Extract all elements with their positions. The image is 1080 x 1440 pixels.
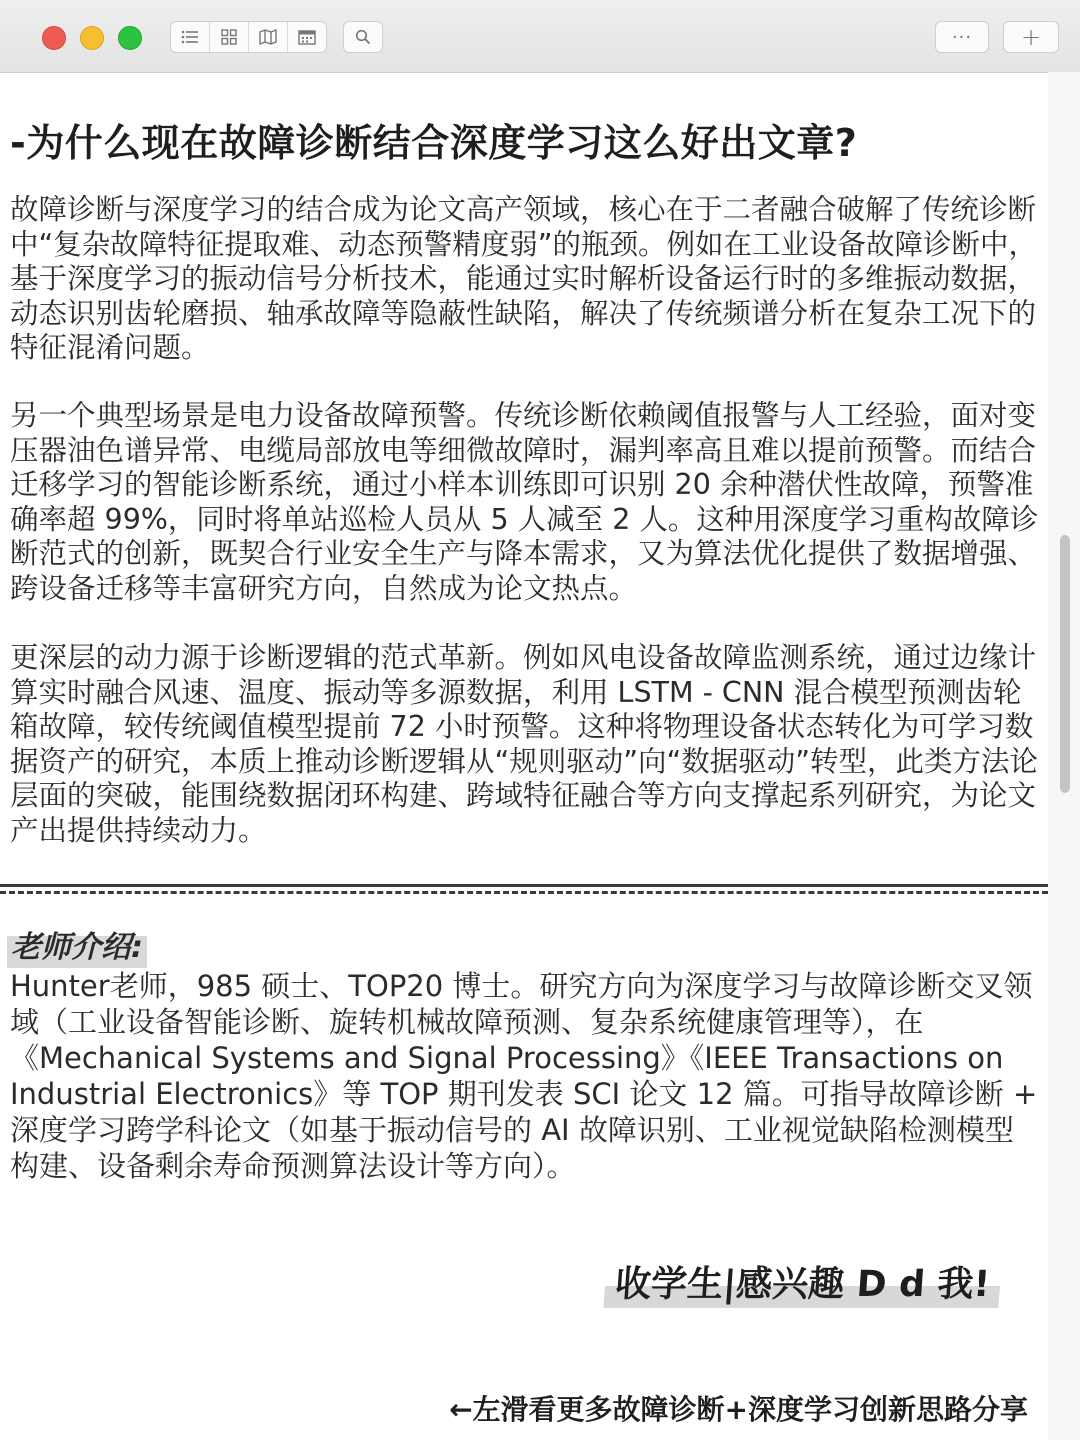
grid-icon [221, 29, 237, 45]
divider-solid-line [0, 884, 1048, 887]
minimize-window-button[interactable] [80, 26, 104, 50]
paragraph-1: 故障诊断与深度学习的结合成为论文高产领域，核心在于二者融合破解了传统诊断中“复杂故障特征提取难、动态预警精度弱”的瓶颈。例如在工业设备故障诊断中，基于深度学习的振动信号分析技术，能通过实时解析设备运行时的多维振动数据，动态识别齿轮磨损、轴承故障等隐蔽性缺陷，解决了传统频谱分析在复杂工况下的特征混淆问题。 [10, 193, 1038, 364]
section-divider [0, 884, 1048, 894]
more-options-button[interactable]: ··· [935, 21, 989, 53]
title-bar [0, 0, 1080, 73]
calendar-view-button[interactable] [288, 22, 326, 52]
teacher-intro-heading: 老师介绍: [7, 928, 147, 968]
grid-view-button[interactable] [210, 22, 249, 52]
swipe-hint: ←左滑看更多故障诊断+深度学习创新思路分享 [449, 1393, 1028, 1426]
calendar-icon [298, 29, 316, 45]
paragraph-3: 更深层的动力源于诊断逻辑的范式革新。例如风电设备故障监测系统，通过边缘计算实时融合风速、温度、振动等多源数据，利用 LSTM - CNN 混合模型预测齿轮箱故障，较传统阈值模型提前 72 小时预警。这种将物理设备状态转化为可学习数据资产的研究，本质上推动诊断逻辑从“规则驱动”向“数据驱动”转型，此类方法论层面的突破，能围绕数据闭环构建、跨域特征融合等方向支撑起系列研究，为论文产出提供持续动力。 [10, 641, 1039, 847]
zoom-window-button[interactable] [118, 26, 142, 50]
search-icon [355, 29, 371, 45]
map-view-button[interactable] [249, 22, 288, 52]
search-button[interactable] [343, 21, 383, 53]
teacher-intro-text: Hunter老师，985 硕士、TOP20 博士。研究方向为深度学习与故障诊断交叉领域（工业设备智能诊断、旋转机械故障预测、复杂系统健康管理等），在《Mechanical Systems and Signal Processing》《IEEE Transactions on Industrial Electronics》等 TOP 期刊发表 SCI 论文 12 篇。可指导故障诊断 + 深度学习跨学科论文（如基于振动信号的 AI 故障识别、工业视觉缺陷检测模型构建、设备剩余寿命预测算法设计等方向）。 [10, 969, 1038, 1183]
divider-dashed-line [0, 891, 1048, 894]
list-view-button[interactable] [171, 22, 210, 52]
list-icon [181, 30, 199, 44]
paragraph-2: 另一个典型场景是电力设备故障预警。传统诊断依赖阈值报警与人工经验，面对变压器油色谱异常、电缆局部放电等细微故障时，漏判率高且难以提前预警。而结合迁移学习的智能诊断系统，通过小样本训练即可识别 20 余种潜伏性故障，预警准确率超 99%，同时将单站巡检人员从 5 人减至 2 人。这种用深度学习重构故障诊断范式的创新，既契合行业安全生产与降本需求，又为算法优化提供了数据增强、跨设备迁移等丰富研究方向，自然成为论文热点。 [10, 399, 1039, 605]
map-icon [259, 29, 277, 45]
add-button[interactable]: + [1003, 21, 1059, 53]
view-mode-segmented-control [170, 21, 327, 53]
close-window-button[interactable] [42, 26, 66, 50]
scrollbar-thumb[interactable] [1060, 535, 1070, 793]
page-title: -为什么现在故障诊断结合深度学习这么好出文章? [10, 121, 858, 165]
recruit-callout: 收学生|感兴趣 D d 我! [603, 1262, 1001, 1308]
